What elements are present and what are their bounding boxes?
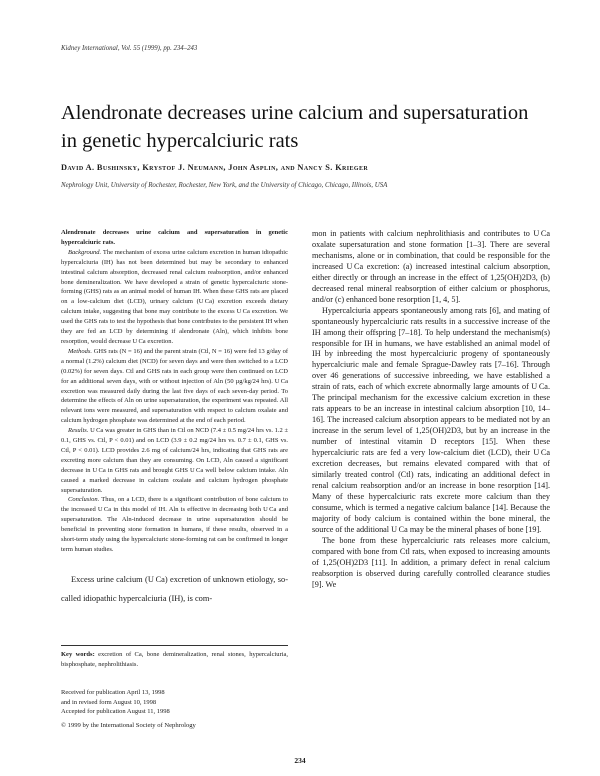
received-date: Received for publication April 13, 1998 — [61, 689, 165, 696]
revised-date: and in revised form August 10, 1998 — [61, 698, 157, 706]
abstract-background — [61, 248, 288, 347]
author-list: David A. Bushinsky, Krystof J. Neumann, John Asplin, and Nancy S. Krieger — [61, 163, 369, 172]
body-paragraph: The bone from these hypercalciuric rats releases more calcium, compared with bone from Ctl rats, when exposed to increasing amounts of 1,25(OH)2D3 [11]. In addition, a primary defect in renal calcium reabsorption is observed during carefully controlled clearance studies [9]. We — [312, 535, 550, 589]
body-paragraph: Hypercalciuria appears spontaneously among rats [6], and mating of spontaneously hypercalciuric rats results in a successive increase of the IH among their offspring [7–18]. To help understand the mechanism(s) responsible for IH in humans, we have established an animal model of IH by inbreeding the most hypercalciuric progeny of spontaneously hypercalciuric male and female Sprague-Dawley rats [7–16]. Through over 46 generations of successive inbreeding, we have established a strain of rats, each of which excrete abnormally large amounts of U Ca. The principal mechanism for the excessive calcium excretion in these rats appears to be an increase in intestinal calcium absorption [10, 14–16]. The increased calcium absorption appears to be mediated not by an increase in the serum level of 1,25(OH)2D3, but by an increase in the number of intestinal vitamin D receptors [15]. When these hypercalciuric rats are fed a very low-calcium diet (LCD), their U Ca excretion decreases, but remains elevated compared with that of similarly treated control (Ctl) rats, indicating an additional defect in renal calcium reabsorption and/or an increase in bone resorption [14]. Many of these hypercalciuric rats excrete more calcium than they consume, which is termed a negative calcium balance [14]. Because the majority of body calcium is contained within the bone mineral, the source of the additional U Ca may be the mineral phases of bone [19]. — [312, 305, 550, 534]
publication-history — [61, 688, 288, 717]
body-paragraph: mon in patients with calcium nephrolithiasis and contributes to U Ca oxalate supersaturation and stone formation [1–3]. There are several mechanisms, alone or in combination, that could be responsible for the increased U Ca excretion: (a) increased intestinal calcium absorption, either directly or through an increase in the effect of 1,25(OH)2D3, (b) decreased renal mineral reabsorption of either calcium or phosphorus, and/or (c) enhanced bone resorption [1, 4, 5]. — [312, 229, 550, 304]
background-label: Background. — [68, 248, 102, 256]
accepted-date: Accepted for publication August 11, 1998 — [61, 708, 170, 716]
background-text: The mechanism of excess urine calcium excretion in human idiopathic hypercalciuria (IH) has not been determined but may be secondary to enhanced intestinal calcium absorption, decreased renal calcium reabsorption, and/or enhanced bone demineralization. We have developed a strain of genetic hypercalciuric stone-forming (GHS) rats as an animal model of human IH. When these GHS rats are placed on a low-calcium diet (LCD), urinary calcium (U Ca) excretion exceeds dietary calcium intake, suggesting that bone may contribute to the excess U Ca excretion. We used the GHS rats to test the hypothesis that bone contributes to the persistent IH when they are fed an LCD by determining if alendronate (Aln), which inhibits bone resorption, would decrease U Ca excretion. — [61, 248, 288, 345]
page-number: 234 — [294, 756, 306, 765]
results-label: Results. — [68, 427, 89, 435]
keywords — [61, 650, 288, 670]
abstract — [61, 228, 288, 555]
divider — [61, 645, 288, 646]
abstract-conclusion — [61, 495, 288, 554]
journal-citation: Kidney International, Vol. 55 (1999), pp. 234–243 — [61, 45, 198, 52]
methods-text: GHS rats (N = 16) and the parent strain (Ctl, N = 16) were fed 13 g/day of a normal (1.2%) calcium diet (NCD) for seven days and were then switched to a LCD (0.02%) for seven days. Ctl and GHS rats in each group were then continued on LCD for an additional seven days, with or without injection of Aln (50 µg/kg/24 hrs). U Ca excretion was measured daily during the last five days of each seven-day period. To determine the effects of Aln on urine supersaturation, the experiment was repeated. All relevant ions were measured, and supersaturation with respect to calcium oxalate and calcium hydrogen phosphate was determined at the end of each period. — [61, 347, 288, 425]
intro-paragraph: Excess urine calcium (U Ca) excretion of unknown etiology, so-called idiopathic hypercalciuria (IH), is com- — [61, 575, 288, 603]
abstract-results — [61, 426, 288, 495]
body-text — [312, 229, 550, 590]
copyright: © 1999 by the International Society of Nephrology — [61, 722, 196, 729]
results-text: U Ca was greater in GHS than in Ctl on NCD (7.4 ± 0.5 mg/24 hrs vs. 1.2 ± 0.1, GHS vs. Ctl, P < 0.01) and on LCD (3.9 ± 0.2 mg/24 hrs vs. 0.7 ± 0.1, GHS vs. Ctl, P < 0.01). LCD provides 2.6 mg of calcium/24 hrs, indicating that GHS rats are excreting more calcium than they are consuming. On LCD, Aln caused a significant decrease in U Ca in GHS rats and brought GHS U Ca well below calcium intake. Aln caused a marked decrease in calcium oxalate and calcium hydrogen phosphate supersaturation. — [61, 427, 289, 494]
conclusion-label: Conclusion. — [68, 496, 100, 504]
abstract-heading: Alendronate decreases urine calcium and supersaturation in genetic hypercalciuric rats. — [61, 229, 288, 246]
conclusion-text: Thus, on a LCD, there is a significant contribution of bone calcium to the increased U Ca in this model of IH. Aln is effective in decreasing both U Ca and supersaturation. The Aln-induced decrease in urine supersaturation should be beneficial in preventing stone formation in humans, if these results, observed in a short-term study using the hypercalciuric stone-forming rat can be confirmed in longer term human studies. — [61, 496, 288, 553]
abstract-methods — [61, 347, 288, 426]
affiliation: Nephrology Unit, University of Rochester, Rochester, New York, and the University of Chicago, Chicago, Illinois, USA — [61, 182, 388, 189]
keywords-text: excretion of Ca, bone demineralization, renal stones, hypercalciuria, bisphosphate, nephrolithiasis. — [61, 651, 288, 668]
methods-label: Methods. — [68, 347, 93, 355]
article-title: Alendronate decreases urine calcium and supersaturation in genetic hypercalciuric rats — [61, 102, 529, 152]
keywords-label: Key words: — [61, 651, 95, 658]
